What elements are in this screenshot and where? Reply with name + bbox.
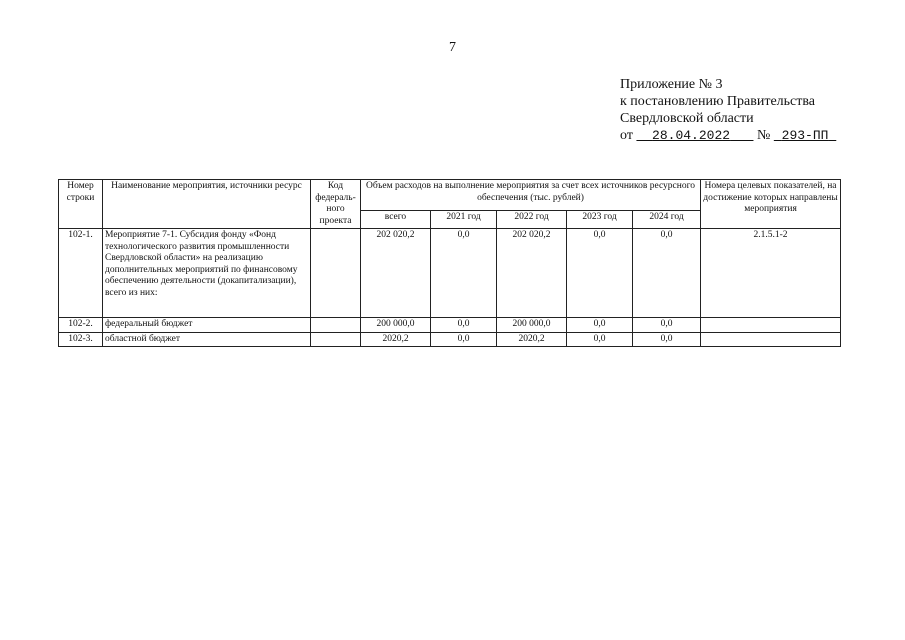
- page-number: 7: [449, 40, 456, 55]
- cell-2022: 2020,2: [497, 332, 567, 347]
- cell-2021: 0,0: [431, 332, 497, 347]
- cell-number: 102-2.: [59, 318, 103, 333]
- table-row: [59, 229, 841, 318]
- cell-name: Мероприятие 7-1. Субсидия фонду «Фонд технологического развития промышленности Свердловской области» на реализацию дополнительных мероприятий по финансовому обеспечению деятельности (докапитализации), всего из них:: [103, 229, 311, 318]
- cell-2022: 200 000,0: [497, 318, 567, 333]
- number-value: 293-ПП: [781, 128, 829, 143]
- table-row: [59, 318, 841, 333]
- cell-2024: 0,0: [633, 229, 701, 318]
- cell-number: 102-3.: [59, 332, 103, 347]
- header-2024: 2024 год: [633, 211, 701, 229]
- date-value: 28.04.2022: [652, 128, 731, 143]
- cell-2023: 0,0: [567, 332, 633, 347]
- table-row: [59, 332, 841, 347]
- cell-2021: 0,0: [431, 318, 497, 333]
- header-name: Наименование мероприятия, источники ресурс: [103, 180, 311, 229]
- cell-total: 200 000,0: [361, 318, 431, 333]
- appendix-date-line: [620, 127, 836, 144]
- header-volume-group: Объем расходов на выполнение мероприятия за счет всех источников ресурсного обеспечения (тыс. рублей): [361, 180, 701, 211]
- expenditure-table: [58, 179, 841, 347]
- cell-name: федеральный бюджет: [103, 318, 311, 333]
- cell-2021: 0,0: [431, 229, 497, 318]
- cell-2023: 0,0: [567, 229, 633, 318]
- cell-2024: 0,0: [633, 332, 701, 347]
- appendix-block: [620, 76, 836, 144]
- appendix-title: Приложение № 3: [620, 77, 723, 92]
- header-2022: 2022 год: [497, 211, 567, 229]
- header-row-number: Номер строки: [59, 180, 103, 229]
- cell-2022: 202 020,2: [497, 229, 567, 318]
- header-2021: 2021 год: [431, 211, 497, 229]
- cell-name: областной бюджет: [103, 332, 311, 347]
- appendix-resolution: к постановлению Правительства: [620, 94, 816, 109]
- cell-code: [311, 332, 361, 347]
- cell-targets: 2.1.5.1-2: [701, 229, 841, 318]
- cell-targets: [701, 332, 841, 347]
- header-2023: 2023 год: [567, 211, 633, 229]
- cell-code: [311, 318, 361, 333]
- cell-targets: [701, 318, 841, 333]
- number-prefix: №: [756, 128, 771, 143]
- cell-total: 2020,2: [361, 332, 431, 347]
- appendix-region: Свердловской области: [620, 111, 754, 126]
- cell-total: 202 020,2: [361, 229, 431, 318]
- date-prefix: от: [620, 128, 633, 143]
- header-targets: Номера целевых показателей, на достижение которых направлены мероприятия: [701, 180, 841, 229]
- cell-number: 102-1.: [59, 229, 103, 318]
- cell-2023: 0,0: [567, 318, 633, 333]
- header-code: Код федераль-ного проекта: [311, 180, 361, 229]
- header-total: всего: [361, 211, 431, 229]
- cell-2024: 0,0: [633, 318, 701, 333]
- header-row-1: [59, 180, 841, 211]
- cell-code: [311, 229, 361, 318]
